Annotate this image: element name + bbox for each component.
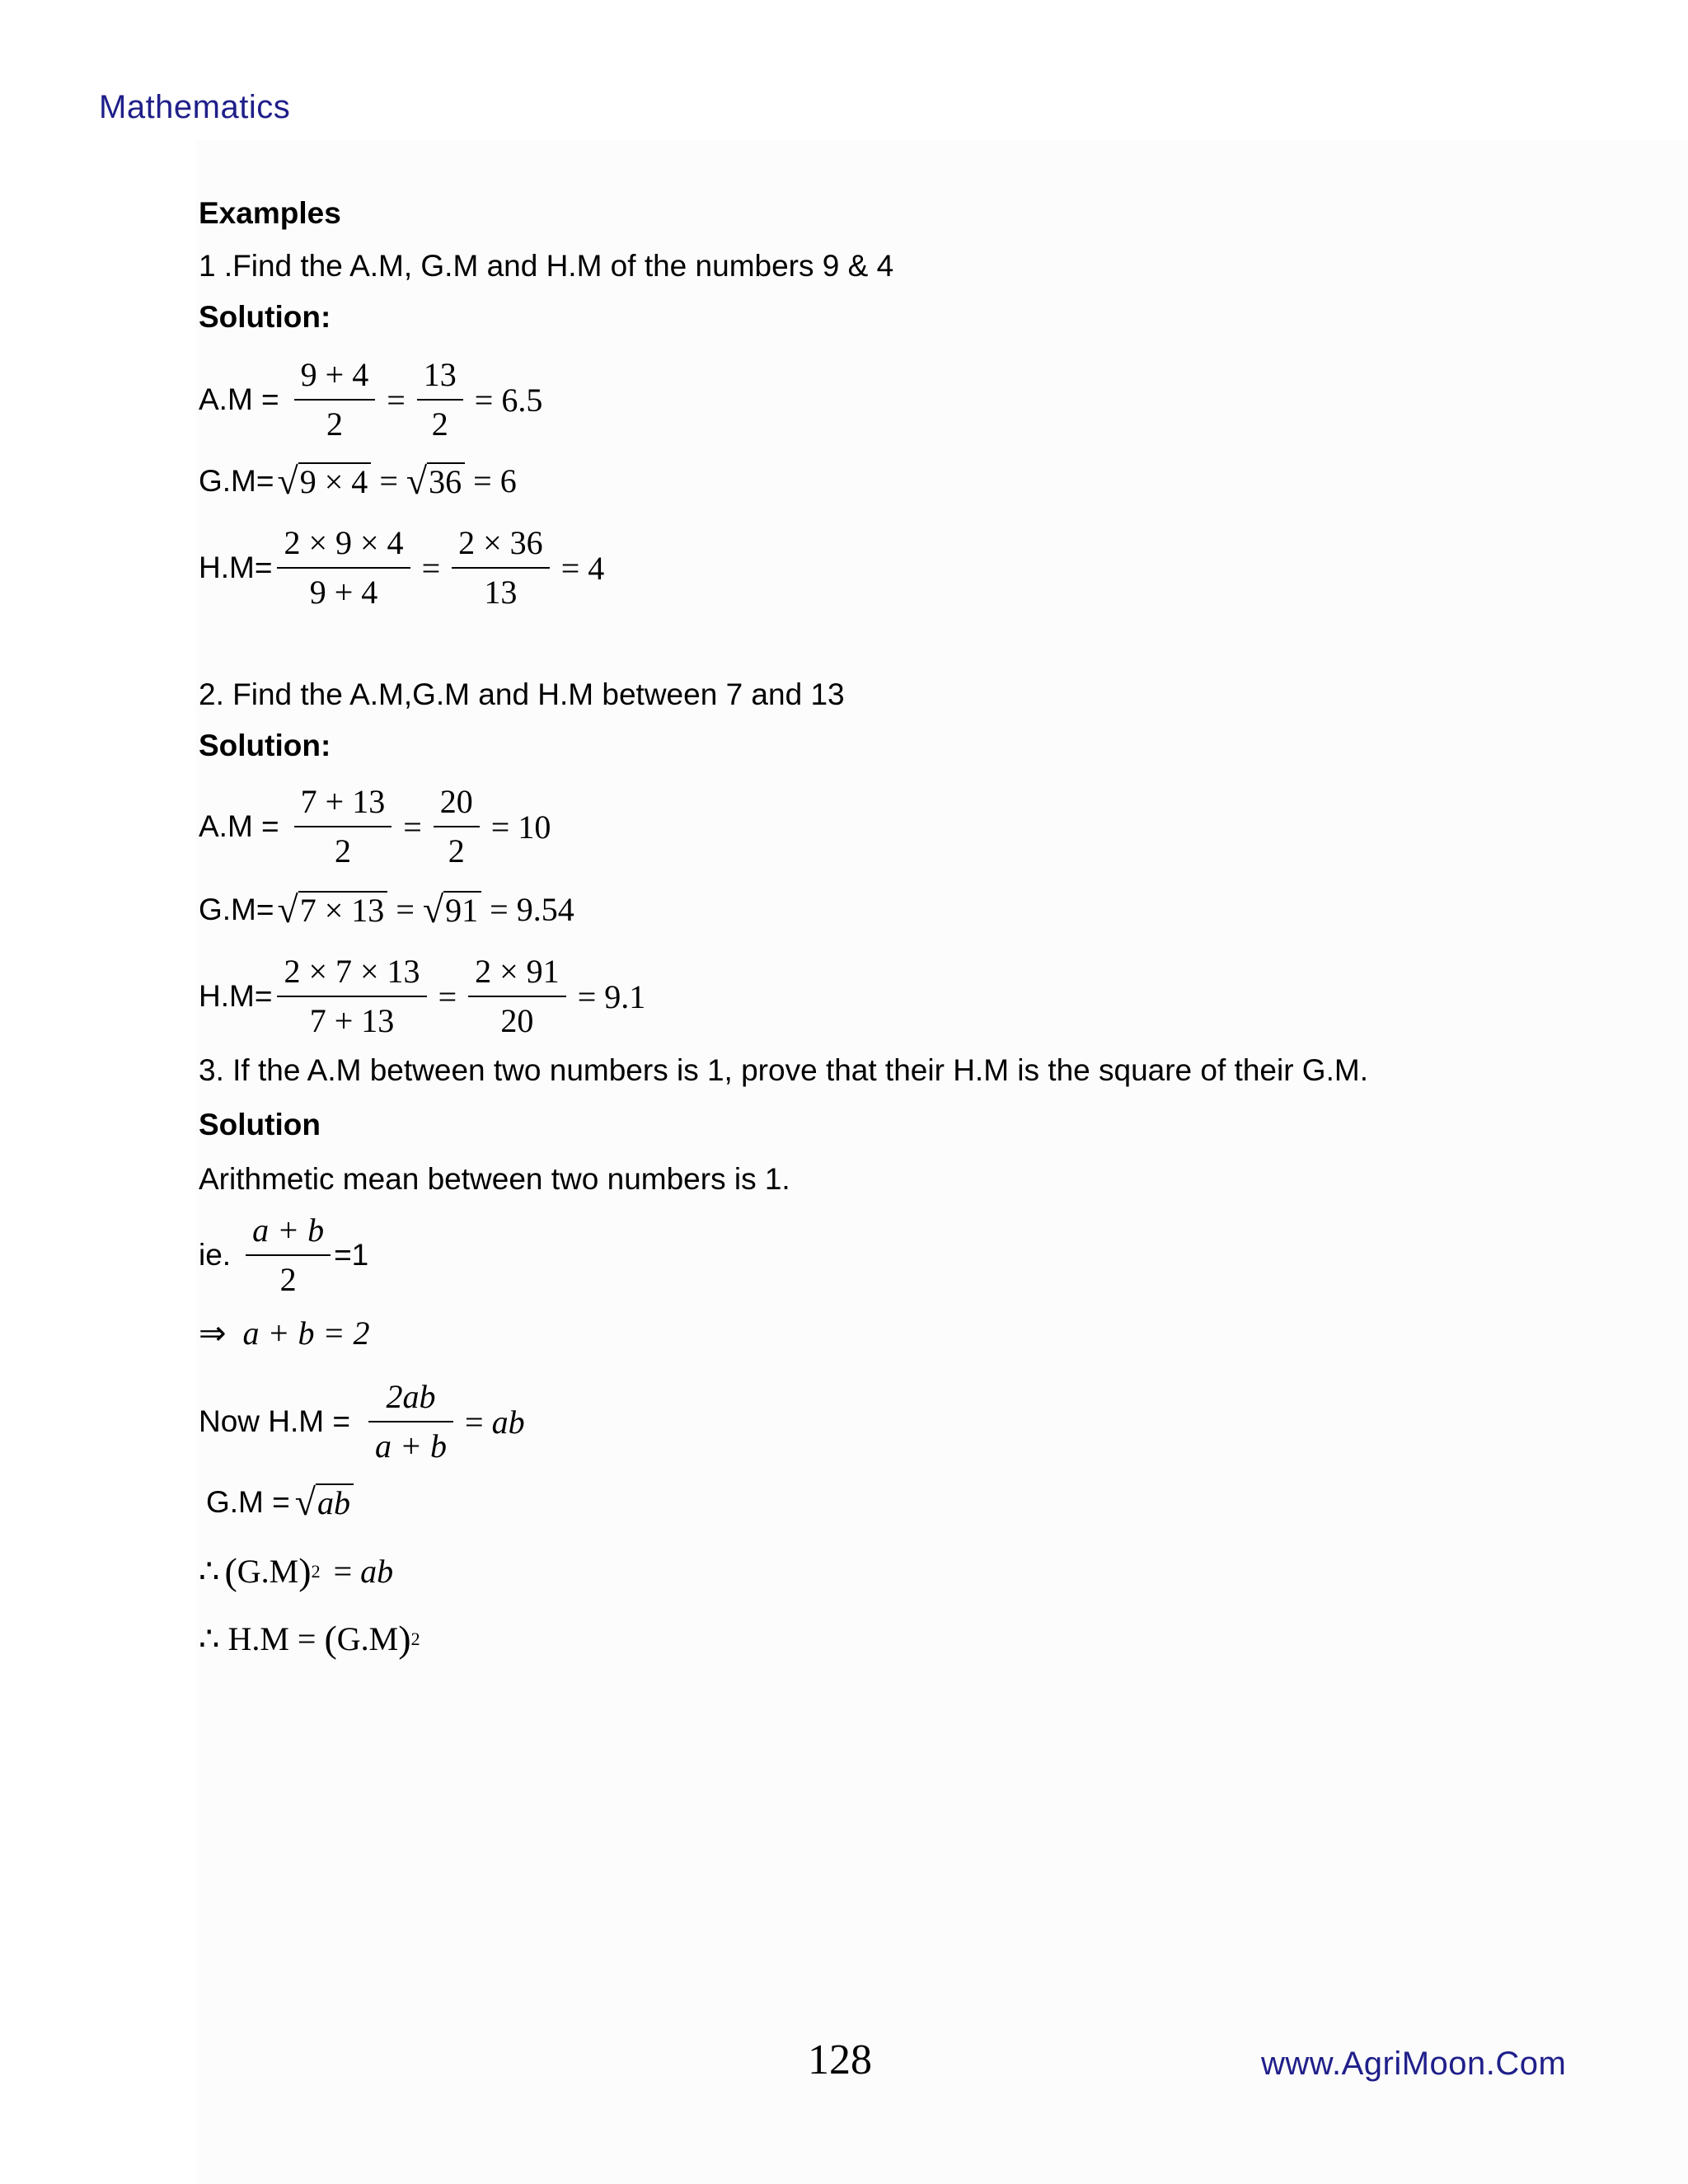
example-1-question: 1 .Find the A.M, G.M and H.M of the numbers 9 & 4 [199, 249, 894, 283]
therefore-step-1 [199, 1549, 393, 1593]
example-2-solution-label: Solution: [199, 729, 331, 762]
fraction [277, 953, 426, 1040]
exponent: 2 [311, 1560, 321, 1582]
numerator: 2 × 9 × 4 [284, 524, 404, 561]
example-2-am-equation [199, 783, 551, 870]
fraction [277, 524, 410, 612]
radical-sign: √ [294, 1481, 316, 1523]
implies-line [199, 1314, 370, 1352]
denominator: 9 + 4 [309, 574, 378, 611]
example-1-hm-equation [199, 524, 604, 612]
right-paren: ) [398, 1618, 411, 1660]
right-paren: ) [298, 1550, 312, 1592]
fraction [417, 356, 463, 443]
hm-result: ab [491, 1403, 525, 1441]
fraction [294, 783, 392, 870]
header-title: Mathematics [99, 89, 291, 125]
am-result: 6.5 [501, 381, 543, 419]
equals-sign: = [560, 549, 580, 587]
equals-sign: = [297, 1620, 316, 1657]
gm-term: G.M [237, 1553, 299, 1590]
example-3-question: 3. If the A.M between two numbers is 1, prove that their H.M is the square of their G.M. [199, 1053, 1368, 1087]
therefore-step-2 [199, 1617, 420, 1661]
denominator: 7 + 13 [309, 1002, 395, 1039]
denominator: 2 [279, 1261, 297, 1298]
numerator: 9 + 4 [300, 356, 369, 393]
numerator: 20 [439, 783, 473, 820]
denominator: 20 [500, 1002, 534, 1039]
square-root [277, 459, 372, 502]
hm-result: 9.1 [604, 977, 646, 1015]
denominator: 2 [334, 832, 351, 869]
equals-sign: = [490, 808, 510, 846]
radical-sign: √ [277, 888, 298, 930]
equals-sign: = [421, 549, 441, 587]
section-title: Examples [199, 196, 341, 230]
example-2-hm-equation [199, 953, 645, 1040]
am-label: A.M = [199, 382, 279, 416]
denominator: 13 [484, 574, 518, 611]
fraction [452, 524, 550, 612]
step-1-rhs: ab [360, 1553, 394, 1590]
fraction [368, 1378, 453, 1465]
square-root [295, 1483, 354, 1521]
example-3-hm-equation [199, 1378, 525, 1465]
hm-label: H.M= [199, 551, 273, 584]
numerator: 2 × 7 × 13 [284, 953, 420, 990]
ie-label: ie. [199, 1238, 232, 1272]
example-3-gm-equation [206, 1483, 354, 1521]
hm-label: Now H.M = [199, 1404, 351, 1438]
equals-sign: = [387, 381, 406, 419]
gm-label: G.M= [199, 892, 274, 926]
hm-result: 4 [588, 549, 605, 587]
numerator: 7 + 13 [300, 783, 386, 820]
example-2-gm-equation [199, 890, 574, 929]
radical-sign: √ [406, 459, 428, 502]
equals-sign: = [577, 977, 597, 1015]
implies-arrow-icon: ⇒ [199, 1315, 227, 1352]
equals-sign: = [473, 462, 492, 499]
numerator: 2 × 91 [475, 953, 560, 990]
example-2-question: 2. Find the A.M,G.M and H.M between 7 and 13 [199, 677, 845, 711]
denominator: 2 [431, 405, 448, 443]
gm-result: 9.54 [516, 891, 574, 928]
denominator: 2 [326, 405, 343, 443]
am-label: A.M = [199, 809, 279, 843]
equals-sign: = [490, 891, 509, 928]
numerator: 13 [423, 356, 457, 393]
example-3-solution-label: Solution [199, 1108, 321, 1141]
equals-sign: = [465, 1403, 484, 1441]
implies-expression: a + b = 2 [242, 1315, 370, 1352]
radicand: ab [316, 1483, 354, 1521]
therefore-icon: ∴ [199, 1620, 220, 1657]
left-paren: ( [324, 1618, 337, 1660]
am-result: 10 [518, 808, 551, 846]
footer-website-link[interactable]: www.AgriMoon.Com [1261, 2046, 1567, 2082]
example-1-solution-label: Solution: [199, 300, 331, 334]
example-1-gm-equation [199, 459, 517, 502]
page-number: 128 [808, 2036, 872, 2083]
ie-result: =1 [334, 1238, 369, 1272]
denominator: a + b [375, 1427, 448, 1465]
denominator: 2 [448, 832, 465, 869]
gm-term: G.M [336, 1620, 399, 1657]
equals-sign: = [396, 891, 415, 928]
radicand: 9 × 4 [298, 462, 372, 500]
example-3-statement: Arithmetic mean between two numbers is 1. [199, 1162, 790, 1196]
therefore-icon: ∴ [199, 1553, 220, 1590]
gm-result: 6 [499, 462, 517, 499]
equals-sign: = [438, 977, 457, 1015]
square-root [277, 888, 388, 930]
fraction [468, 953, 566, 1040]
example-1-am-equation [199, 356, 542, 443]
numerator: a + b [252, 1212, 325, 1249]
gm-label: G.M= [199, 463, 274, 498]
numerator: 2ab [386, 1378, 436, 1415]
square-root [406, 459, 465, 502]
radicand: 36 [427, 462, 465, 500]
radicand: 7 × 13 [298, 891, 388, 929]
hm-term: H.M [227, 1620, 289, 1657]
radical-sign: √ [277, 459, 298, 502]
ie-equation [199, 1212, 380, 1299]
square-root [422, 888, 481, 930]
numerator: 2 × 36 [458, 524, 543, 561]
left-paren: ( [224, 1550, 237, 1592]
hm-label: H.M= [199, 979, 273, 1013]
equals-sign: = [403, 808, 422, 846]
equals-sign: = [379, 462, 398, 499]
radical-sign: √ [422, 888, 444, 930]
exponent: 2 [410, 1628, 420, 1649]
radicand: 91 [443, 891, 481, 929]
gm-label: G.M = [206, 1485, 290, 1519]
equals-sign: = [333, 1553, 353, 1590]
fraction [294, 356, 376, 443]
fraction [246, 1212, 331, 1299]
fraction [434, 783, 480, 870]
equals-sign: = [474, 381, 494, 419]
